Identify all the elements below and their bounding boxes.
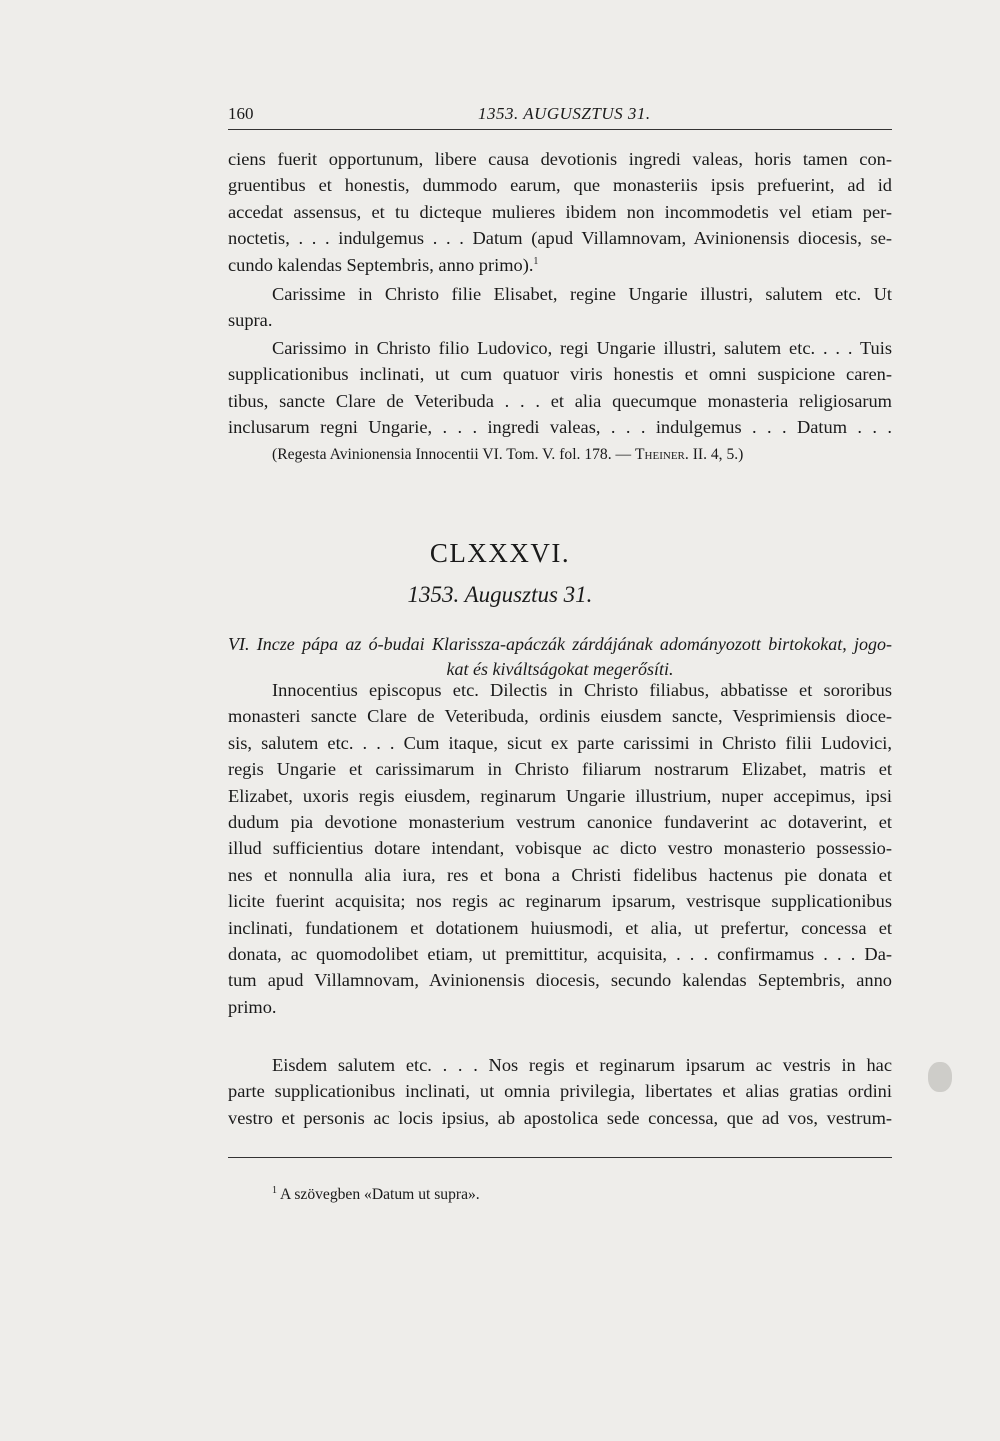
paragraph-continued [228,146,892,278]
text-line: Innocentius episcopus etc. Dilectis in Christo filiabus, abbatisse et sororibus [272,680,892,700]
text-line: Elizabet, uxoris regis eiusdem, reginarum Ungarie illustrium, nuper accepimus, ipsi [228,785,892,806]
paper-blemish [928,1062,952,1092]
paragraph-ludovico [228,335,892,441]
source-citation [272,446,743,464]
document-date: 1353. Augusztus 31. [407,582,593,607]
text-line: Carissimo in Christo filio Ludovico, regi Ungarie illustri, salutem etc. . . . Tuis [272,338,892,358]
text-line: Carissime in Christo filie Elisabet, regine Ungarie illustri, salutem etc. Ut [272,284,892,304]
text-line: inclusarum regni Ungarie, . . . ingredi valeas, . . . indulgemus . . . Datum . . . [228,417,892,438]
running-head: 1353. AUGUSZTUS 31. [478,104,651,123]
paragraph-elisabet [228,281,892,334]
text-line: licite fuerint acquisita; nos regis ac reginarum ipsarum, vestrisque supplicationibus [228,891,892,912]
text-line: dudum pia devotione monasterium vestrum canonice fundaverint ac dotaverint, et [228,811,892,832]
text-line: primo. [228,996,277,1017]
summary-line: VI. Incze pápa az ó-budai Klarissza-apáczák zárdájának adományozott birtokokat, jogo- [228,634,892,654]
source-after: . II. 4, 5.) [684,446,744,463]
paragraph-eisdem [228,1052,892,1131]
text-line [228,252,892,278]
text-line: tibus, sancte Clare de Veteribuda . . . et alia quecumque monasteria religiosarum [228,390,892,411]
document-number: CLXXXVI. [429,538,571,568]
footnote-rule [228,1157,892,1158]
summary-line: kat és kiváltságokat megerősíti. [446,659,674,679]
text-line: noctetis, . . . indulgemus . . . Datum (apud Villamnovam, Avinionensis diocesis, se- [228,228,892,249]
text-line: nes et nonnulla alia iura, res et bona a Christi fidelibus hactenus pie donata et [228,864,892,885]
text-line: parte supplicationibus inclinati, ut omnia privilegia, libertates et alias gratias ordini [228,1081,892,1102]
page-header [228,104,892,130]
header-rule [228,129,892,130]
page-number: 160 [228,104,254,123]
text-line: donata, ac quomodolibet etiam, ut premittitur, acquisita, . . . confirmamus . . . Da- [228,943,892,964]
text-line: inclinati, fundationem et dotationem huiusmodi, et alia, ut prefertur, concessa et [228,917,892,938]
document-summary [228,632,892,682]
text-line: regis Ungarie et carissimarum in Christo filiarum nostrarum Elizabet, matris et [228,759,892,780]
footnote-marker: 1 [272,1184,277,1196]
text-line: tum apud Villamnovam, Avinionensis diocesis, secundo kalendas Septembris, anno [228,970,892,991]
text-line: monasteri sancte Clare de Veteribuda, ordinis eiusdem sancte, Vesprimiensis dioce- [228,706,892,727]
source-before: (Regesta Avinionensia Innocentii VI. Tom. V. fol. 178. — [272,446,636,463]
footnote-text: A szövegben «Datum ut supra». [277,1186,480,1203]
paragraph-innocentius [228,677,892,1020]
footnote-reference: 1 [533,255,539,267]
text-line: gruentibus et honestis, dummodo earum, que monasteriis ipsis prefuerint, ad id [228,175,892,196]
text-line: accedat assensus, et tu dicteque mulieres ibidem non incommodetis vel etiam per- [228,201,892,222]
text-line: ciens fuerit opportunum, libere causa devotionis ingredi valeas, horis tamen con- [228,149,892,169]
text-line: illud sufficientius dotare intendant, vobisque ac dicto vestro monasterio possessio- [228,838,892,859]
source-author: Theiner [635,446,685,463]
text-line: supplicationibus inclinati, ut cum quatuor viris honestis et omni suspicione caren- [228,364,892,385]
text-line-content: cundo kalendas Septembris, anno primo). [228,254,534,275]
text-line: Eisdem salutem etc. . . . Nos regis et reginarum ipsarum ac vestris in hac [272,1055,892,1075]
footnote [272,1186,480,1204]
text-line: sis, salutem etc. . . . Cum itaque, sicut ex parte carissimi in Christo filii Ludovici, [228,732,892,753]
text-line: supra. [228,310,273,331]
text-line: vestro et personis ac locis ipsius, ab apostolica sede concessa, que ad vos, vestrum- [228,1107,892,1128]
